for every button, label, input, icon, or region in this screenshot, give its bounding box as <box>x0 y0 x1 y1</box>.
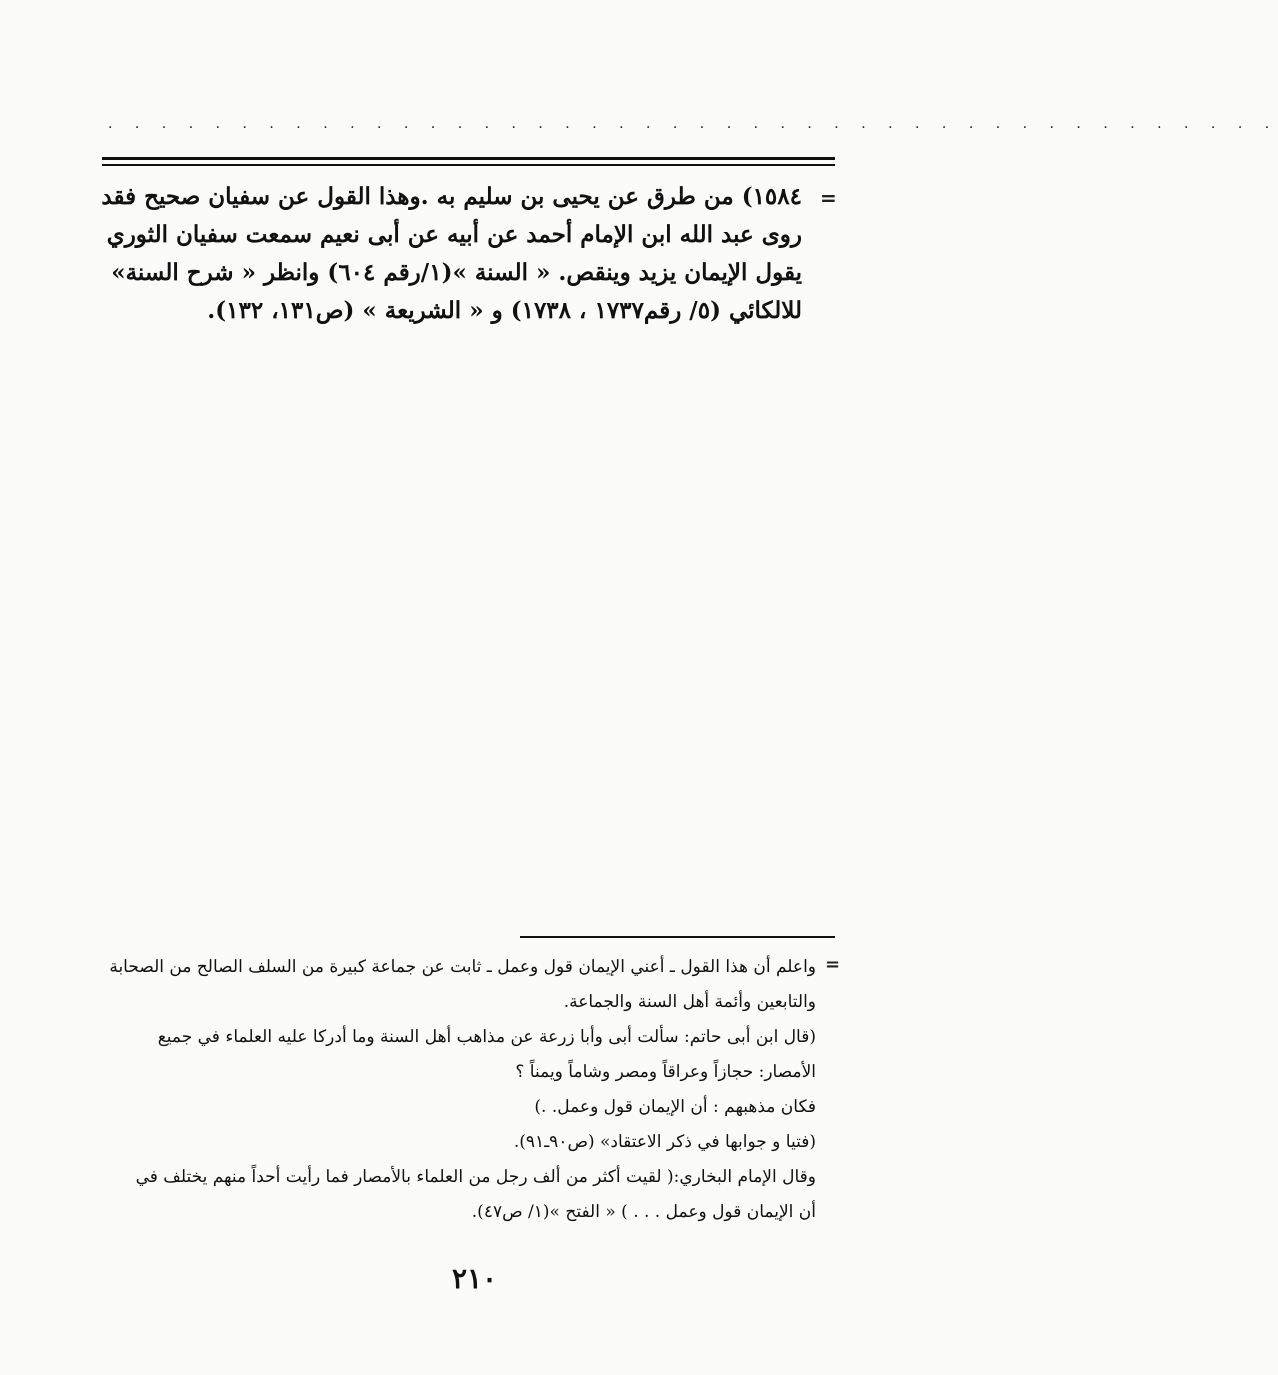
text-line: ١٥٨٤) من طرق عن يحيى بن سليم به .وهذا القول عن سفيان صحيح فقد <box>101 183 802 210</box>
footnote-line: الأمصار: حجازاً وعراقاً ومصر وشاماً ويمناً ؟ <box>515 1062 816 1082</box>
header-rule-thick <box>102 157 835 160</box>
page-number: ٢١٠ <box>451 1262 498 1295</box>
text-line: روى عبد الله ابن الإمام أحمد عن أبيه عن أبى نعيم سمعت سفيان الثوري <box>106 221 802 248</box>
footnote-line: أن الإيمان قول وعمل . . . ) « الفتح »(١/ ص٤٧). <box>471 1202 816 1222</box>
footnote-line: واعلم أن هذا القول ـ أعني الإيمان قول وعمل ـ ثابت عن جماعة كبيرة من السلف الصالح من الصحابة <box>109 957 816 977</box>
footnote-line: فكان مذهبهم : أن الإيمان قول وعمل. .) <box>534 1097 816 1117</box>
main-footnote-continuation <box>100 178 802 330</box>
footnote-line: والتابعين وأئمة أهل السنة والجماعة. <box>563 992 816 1012</box>
footnote-continuation-marker: = <box>825 954 841 975</box>
footnote-line: (فتيا و جوابها في ذكر الاعتقاد» (ص٩٠ـ٩١). <box>513 1132 816 1152</box>
header-dotted-line: · · · · · · · · · · · · · · · · · · · · · · · · · · · · · · · · · · · · · · · · · · · · <box>108 120 1278 136</box>
footnote-line: (قال ابن أبى حاتم: سألت أبى وأبا زرعة عن مذاهب أهل السنة وما أدركا عليه العلماء في جميع <box>157 1027 816 1047</box>
footnote-line: وقال الإمام البخاري:( لقيت أكثر من ألف رجل من العلماء بالأمصار فما رأيت أحداً منهم يختلف في <box>135 1167 816 1187</box>
text-line: للالكائي (٥/ رقم١٧٣٧ ، ١٧٣٨) و « الشريعة » (ص١٣١، ١٣٢). <box>207 297 802 324</box>
text-line: يقول الإيمان يزيد وينقص. « السنة »(١/رقم ٦٠٤) وانظر « شرح السنة» <box>111 259 802 286</box>
continuation-marker: = <box>820 186 837 210</box>
footnote-block <box>100 950 816 1230</box>
footnote-separator <box>520 936 835 938</box>
header-rule-thin <box>102 164 835 166</box>
